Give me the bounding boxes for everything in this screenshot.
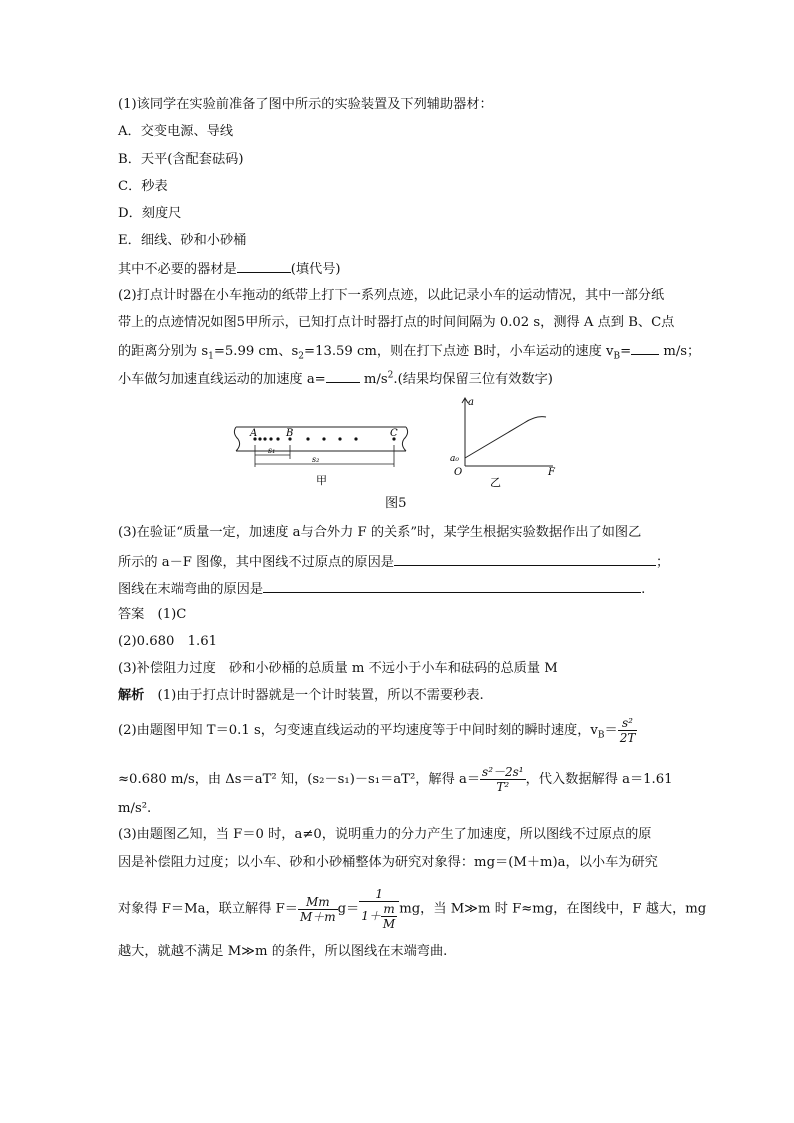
q2-line2: 带上的点迹情况如图5甲所示，已知打点计时器打点的时间间隔为 0.02 s，测得 A 点到 B、C点	[118, 315, 675, 330]
analysis-l1-text: (1)由于打点计时器就是一个计时装置，所以不需要秒表.	[144, 688, 484, 703]
q2-line3-eq: =	[620, 344, 632, 359]
analysis-l7-a: 对象得 F＝Ma，联立解得 F＝	[118, 901, 298, 917]
point-c-label: C	[390, 428, 398, 439]
q2-line4-sup: 2	[387, 370, 394, 381]
q3-origin-reason-blank[interactable]	[394, 552, 656, 566]
analysis-line5: (3)由题图乙知，当 F＝0 时，a≠0，说明重力的分力产生了加速度，所以图线不过原点的原	[118, 827, 652, 842]
option-c: C．秒表	[118, 179, 168, 194]
point-b-label: B	[286, 428, 294, 439]
s1-label: s₁	[268, 446, 276, 455]
tape-dot	[276, 437, 279, 440]
q2-line4	[118, 369, 553, 389]
m-over-m-den: M	[382, 917, 396, 931]
f-fraction-1-den: M＋m	[299, 909, 336, 924]
q2-acceleration-blank[interactable]	[326, 369, 360, 383]
q2-velocity-blank[interactable]	[631, 341, 659, 355]
s2-label: s₂	[312, 455, 320, 464]
tape-right-tear	[402, 427, 407, 451]
analysis-l2-eq: ＝	[604, 723, 618, 738]
tape-dot	[269, 437, 272, 440]
q3-line2-b: ；	[655, 555, 670, 570]
q2-line3-e: =13.59 cm，则在打下点迹 B时，小车运动的速度 v	[304, 344, 614, 359]
q2-line3-a: 的距离分别为 s	[118, 344, 209, 359]
q2-line3-subB: B	[613, 351, 621, 362]
intercept-label: a₀	[450, 454, 459, 464]
q2-line4-d: .(结果均保留三位有效数字)	[393, 372, 553, 387]
q1-ask-prefix: 其中不必要的器材是	[118, 262, 237, 277]
vb-fraction	[618, 716, 638, 745]
q2-line3-sub2: 2	[298, 351, 305, 362]
q1-ask-suffix: (填代号)	[290, 262, 341, 277]
option-d: D．刻度尺	[118, 206, 182, 221]
q1-ask	[118, 259, 341, 279]
tape-dot	[263, 437, 266, 440]
y-axis-label: a	[468, 397, 474, 408]
q3-line3-a: 图线在末端弯曲的原因是	[118, 582, 264, 597]
a-numerator: s²－2s¹	[482, 765, 524, 779]
q3-line1: (3)在验证“质量一定，加速度 a与合外力 F 的关系”时，某学生根据实验数据作出了如图乙	[118, 525, 642, 540]
jia-caption: 甲	[316, 474, 327, 487]
tape-dot	[258, 437, 261, 440]
analysis-line8: 越大，就越不满足 M≫m 的条件，所以图线在末端弯曲.	[118, 944, 448, 959]
yi-caption: 乙	[490, 476, 501, 489]
vb-numerator: s²	[618, 716, 638, 731]
q3-bend-reason-blank[interactable]	[263, 579, 641, 593]
point-a-label: A	[250, 428, 258, 439]
analysis-l2-text: (2)由题图甲知 T＝0.1 s，匀变速直线运动的平均速度等于中间时刻的瞬时速度，v	[118, 723, 598, 738]
x-axis-label: F	[548, 467, 555, 478]
option-b: B．天平(含配套砝码)	[118, 152, 244, 167]
analysis-l3-text: ≈0.680 m/s，由 Δs＝aT² 知，(s₂－s₁)－s₁＝aT²，解得 a＝	[118, 772, 481, 787]
f-fraction-2	[359, 887, 399, 931]
f-fraction-2-den	[359, 902, 399, 931]
a-denominator: T²	[496, 780, 510, 794]
tape-dot	[322, 437, 325, 440]
f-fraction-2-num: 1	[359, 887, 399, 902]
analysis-line3	[118, 765, 673, 794]
a-fraction	[480, 765, 526, 794]
analysis-l7-c: mg，当 M≫m 时 F≈mg，在图线中，F 越大，mg	[399, 901, 707, 917]
option-a: A．交变电源、导线	[118, 124, 234, 139]
analysis-l2-sub: B	[597, 730, 605, 741]
tape-dot	[338, 437, 341, 440]
q2-line3-c: =5.99 cm、s	[213, 344, 299, 359]
a-f-curve	[465, 417, 546, 458]
q2-line3	[118, 341, 700, 361]
q1-intro: (1)该同学在实验前准备了图中所示的实验装置及下列辅助器材：	[118, 97, 493, 112]
f-fraction-1-num: Mm	[298, 895, 338, 910]
analysis-l3-tail: ，代入数据解得 a＝1.61	[525, 772, 673, 787]
q3-line3-b: .	[641, 582, 646, 597]
analysis-line1	[118, 687, 484, 705]
figure-yi-axes	[462, 398, 553, 466]
tape-dot	[306, 437, 309, 440]
tape-left-tear	[234, 427, 239, 451]
answer-3: (3)补偿阻力过度 砂和小砂桶的总质量 m 不远小于小车和砝码的总质量 M	[118, 661, 558, 676]
figure-title: 图5	[385, 496, 407, 511]
q3-line2	[118, 552, 669, 572]
analysis-line2	[118, 716, 637, 745]
q3-line2-a: 所示的 a－F 图像，其中图线不过原点的原因是	[118, 555, 394, 570]
q2-line3-unit: m/s；	[659, 344, 701, 359]
answer-1: 答案 (1)C	[118, 607, 187, 622]
answer-2: (2)0.680 1.61	[118, 634, 217, 649]
analysis-line6: 因是补偿阻力过度；以小车、砂和小砂桶整体为研究对象得：mg＝(M＋m)a，以小车为研究	[118, 855, 658, 870]
origin-label: O	[454, 467, 463, 478]
analysis-l7-b: g＝	[337, 901, 360, 917]
analysis-label: 解析	[118, 688, 145, 703]
vb-denominator: 2T	[619, 731, 636, 745]
q1-answer-blank[interactable]	[237, 259, 291, 273]
q2-line1: (2)打点计时器在小车拖动的纸带上打下一系列点迹，以此记录小车的运动情况，其中一部分纸	[118, 288, 665, 303]
figure-5	[228, 393, 568, 493]
q2-line4-unit: m/s	[359, 372, 388, 387]
analysis-line7	[118, 887, 706, 931]
dimension-lines	[255, 445, 394, 467]
tape-dots	[253, 437, 395, 440]
m-over-m-fraction	[381, 902, 397, 931]
analysis-line4: m/s².	[118, 801, 152, 816]
tape-dot	[354, 437, 357, 440]
f-fraction-2-den-a: 1＋	[361, 909, 381, 923]
q3-line3	[118, 579, 645, 599]
m-over-m-num: m	[381, 902, 397, 917]
f-fraction-1	[298, 895, 338, 924]
q2-line3-sub1: 1	[208, 351, 214, 362]
q2-line4-a: 小车做匀加速直线运动的加速度 a=	[118, 372, 326, 387]
option-e: E．细线、砂和小砂桶	[118, 233, 247, 248]
